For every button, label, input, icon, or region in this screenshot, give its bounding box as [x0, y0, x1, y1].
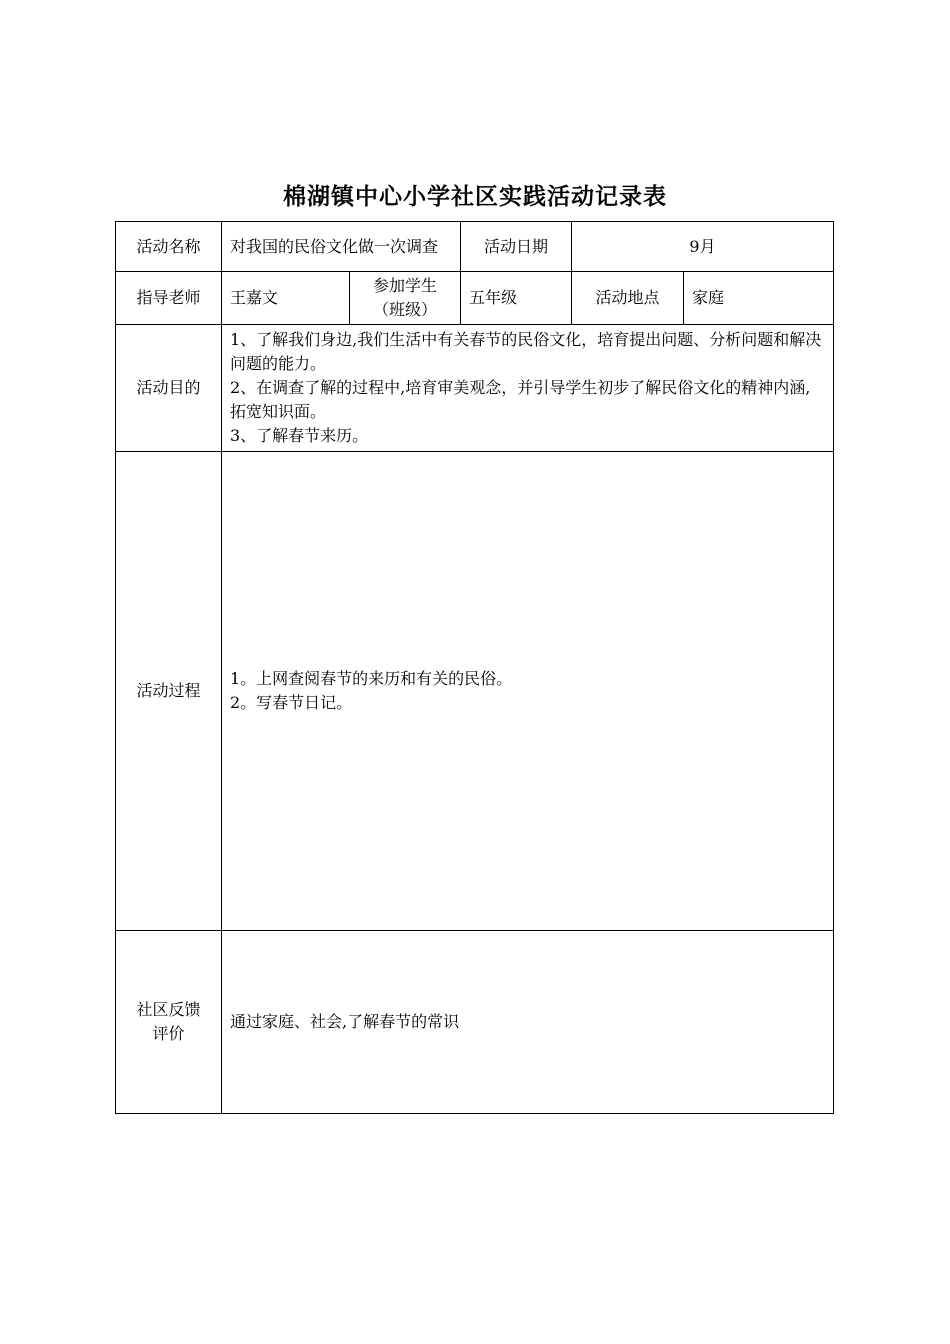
students-label-line2: （班级） [373, 300, 438, 319]
students-label [350, 272, 461, 325]
activity-name-label: 活动名称 [116, 222, 222, 272]
purpose-label: 活动目的 [116, 325, 222, 452]
activity-name-value: 对我国的民俗文化做一次调查 [222, 222, 461, 272]
process-item: 2。写春节日记。 [230, 693, 353, 712]
activity-date-value: 9月 [572, 222, 834, 272]
feedback-label-line2: 评价 [152, 1024, 185, 1043]
purpose-content [222, 325, 834, 452]
row-purpose [116, 325, 834, 452]
row-activity-name [116, 222, 834, 272]
process-content [222, 452, 834, 931]
feedback-label-line1: 社区反馈 [136, 1000, 201, 1019]
purpose-item: 3、了解春节来历。 [230, 426, 369, 445]
document-title: 棉湖镇中心小学社区实践活动记录表 [283, 183, 667, 210]
purpose-item: 2、在调查了解的过程中,培育审美观念，并引导学生初步了解民俗文化的精神内涵,拓宽知识面。 [230, 378, 811, 421]
row-teacher [116, 272, 834, 325]
location-value: 家庭 [684, 272, 834, 325]
process-label: 活动过程 [116, 452, 222, 931]
activity-date-label: 活动日期 [461, 222, 572, 272]
teacher-value: 王嘉文 [222, 272, 350, 325]
purpose-item: 1、了解我们身边,我们生活中有关春节的民俗文化，培育提出问题、分析问题和解决问题的能力。 [230, 330, 822, 373]
activity-record-table [115, 221, 834, 1114]
location-label: 活动地点 [572, 272, 684, 325]
process-item: 1。上网查阅春节的来历和有关的民俗。 [230, 669, 513, 688]
students-label-line1: 参加学生 [373, 276, 438, 295]
students-value: 五年级 [461, 272, 572, 325]
feedback-label [116, 931, 222, 1114]
feedback-value: 通过家庭、社会,了解春节的常识 [222, 931, 834, 1114]
row-process [116, 452, 834, 931]
row-feedback [116, 931, 834, 1114]
teacher-label: 指导老师 [116, 272, 222, 325]
